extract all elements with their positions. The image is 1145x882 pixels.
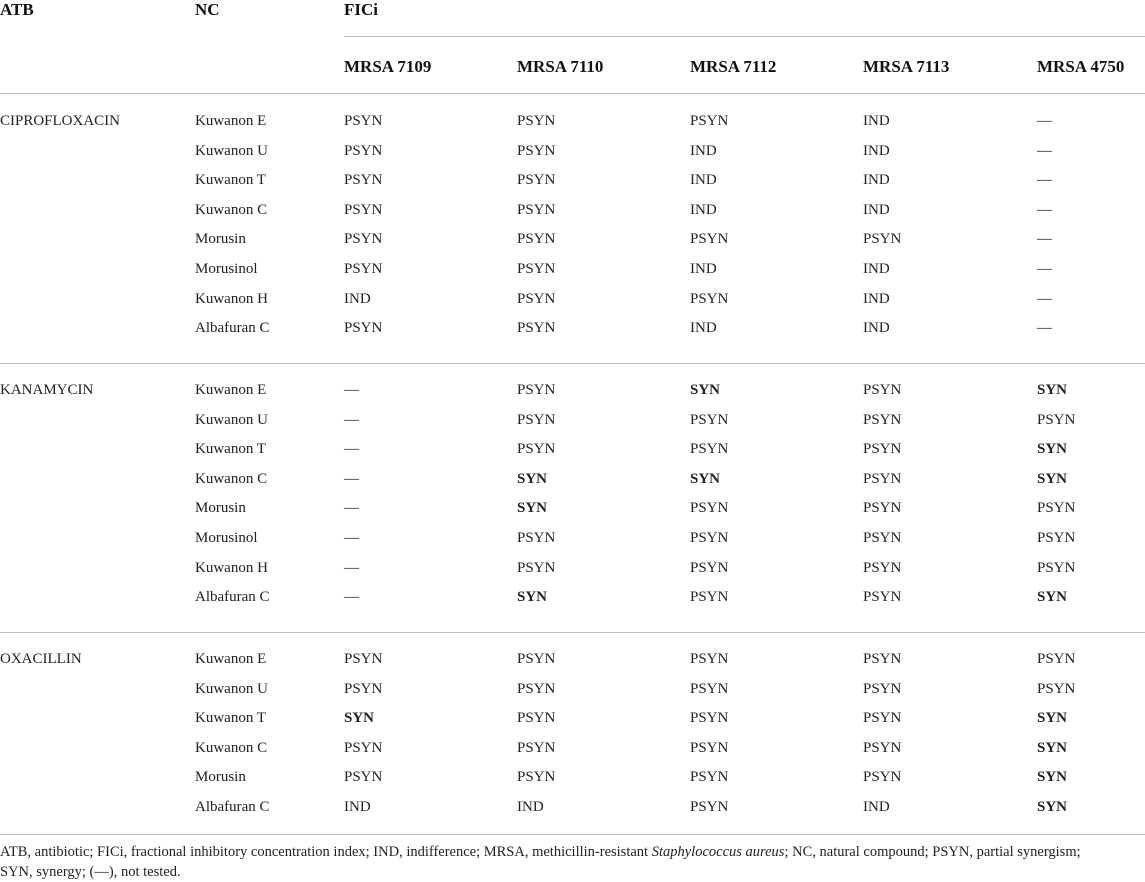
fici-cell: — — [1037, 202, 1052, 218]
header-bottom-rule — [0, 93, 1145, 94]
footnote-text-3: SYN, synergy; (—), not tested. — [0, 864, 181, 880]
fici-cell: PSYN — [344, 651, 383, 667]
table-footnote — [0, 842, 1145, 882]
fici-cell: PSYN — [690, 651, 729, 667]
fici-cell: IND — [863, 143, 890, 159]
fici-cell: PSYN — [344, 681, 383, 697]
fici-cell: — — [344, 530, 359, 546]
fici-cell: — — [344, 560, 359, 576]
compound-name: Kuwanon E — [195, 113, 267, 129]
header-strain-4750: MRSA 4750 — [1037, 57, 1125, 76]
compound-name: Kuwanon T — [195, 441, 266, 457]
fici-cell: PSYN — [517, 530, 556, 546]
fici-cell: PSYN — [344, 113, 383, 129]
compound-name: Kuwanon U — [195, 681, 268, 697]
fici-cell: PSYN — [517, 202, 556, 218]
compound-name: Kuwanon C — [195, 202, 268, 218]
fici-cell: — — [344, 589, 359, 605]
fici-cell: PSYN — [344, 740, 383, 756]
fici-cell: — — [1037, 143, 1052, 159]
fici-cell: IND — [863, 172, 890, 188]
fici-cell: PSYN — [863, 382, 902, 398]
compound-name: Kuwanon U — [195, 143, 268, 159]
fici-cell: PSYN — [690, 291, 729, 307]
fici-cell: IND — [863, 799, 890, 815]
fici-cell: SYN — [1037, 471, 1068, 487]
compound-name: Albafuran C — [195, 320, 270, 336]
fici-cell: PSYN — [517, 560, 556, 576]
fici-cell: PSYN — [690, 681, 729, 697]
fici-cell: PSYN — [517, 113, 556, 129]
fici-cell: PSYN — [863, 560, 902, 576]
compound-name: Morusinol — [195, 261, 258, 277]
fici-cell: PSYN — [517, 261, 556, 277]
antibiotic-label: CIPROFLOXACIN — [0, 113, 121, 129]
fici-cell: PSYN — [344, 769, 383, 785]
fici-cell: IND — [690, 202, 717, 218]
fici-cell: PSYN — [517, 710, 556, 726]
fici-cell: — — [344, 412, 359, 428]
compound-name: Kuwanon U — [195, 412, 268, 428]
fici-cell: PSYN — [690, 740, 729, 756]
fici-cell: PSYN — [517, 412, 556, 428]
fici-cell: IND — [517, 799, 544, 815]
fici-cell: — — [344, 500, 359, 516]
fici-cell: SYN — [1037, 769, 1068, 785]
compound-name: Kuwanon H — [195, 291, 268, 307]
fici-cell: SYN — [690, 382, 721, 398]
compound-name: Kuwanon E — [195, 651, 267, 667]
fici-cell: PSYN — [344, 143, 383, 159]
header-strain-7112: MRSA 7112 — [690, 57, 777, 76]
header-strain-7110: MRSA 7110 — [517, 57, 604, 76]
compound-name: Albafuran C — [195, 799, 270, 815]
fici-cell: PSYN — [690, 500, 729, 516]
fici-cell: PSYN — [863, 681, 902, 697]
compound-name: Kuwanon T — [195, 172, 266, 188]
fici-cell: PSYN — [863, 471, 902, 487]
fici-cell: PSYN — [690, 799, 729, 815]
footnote-text-2: ; NC, natural compound; PSYN, partial synergism; — [784, 844, 1081, 860]
group-divider — [0, 363, 1145, 364]
fici-cell: — — [1037, 172, 1052, 188]
fici-cell: PSYN — [344, 231, 383, 247]
fici-cell: PSYN — [517, 143, 556, 159]
header-nc: NC — [195, 0, 220, 19]
header-fici: FICi — [344, 0, 378, 19]
fici-cell: IND — [344, 799, 371, 815]
compound-name: Morusin — [195, 769, 246, 785]
fici-cell: SYN — [517, 500, 548, 516]
fici-cell: IND — [863, 202, 890, 218]
fici-cell: — — [344, 382, 359, 398]
fici-cell: PSYN — [863, 710, 902, 726]
fici-cell: IND — [863, 320, 890, 336]
fici-cell: PSYN — [517, 382, 556, 398]
antibiotic-label: OXACILLIN — [0, 651, 82, 667]
compound-name: Kuwanon E — [195, 382, 267, 398]
fici-cell: PSYN — [863, 589, 902, 605]
fici-cell: PSYN — [1037, 681, 1076, 697]
fici-cell: PSYN — [863, 231, 902, 247]
fici-cell: IND — [863, 113, 890, 129]
header-strain-7113: MRSA 7113 — [863, 57, 950, 76]
fici-cell: PSYN — [1037, 651, 1076, 667]
fici-cell: PSYN — [863, 500, 902, 516]
group-divider — [0, 834, 1145, 835]
fici-cell: PSYN — [517, 231, 556, 247]
compound-name: Morusinol — [195, 530, 258, 546]
fici-cell: — — [1037, 113, 1052, 129]
fici-cell: PSYN — [863, 769, 902, 785]
fici-cell: PSYN — [1037, 560, 1076, 576]
compound-name: Morusin — [195, 231, 246, 247]
compound-name: Albafuran C — [195, 589, 270, 605]
fici-cell: PSYN — [1037, 500, 1076, 516]
fici-cell: IND — [690, 320, 717, 336]
fici-cell: SYN — [1037, 799, 1068, 815]
fici-cell: SYN — [1037, 740, 1068, 756]
fici-cell: PSYN — [1037, 530, 1076, 546]
fici-cell: PSYN — [863, 412, 902, 428]
fici-cell: PSYN — [517, 320, 556, 336]
fici-cell: IND — [863, 291, 890, 307]
fici-cell: PSYN — [863, 651, 902, 667]
fici-cell: PSYN — [690, 589, 729, 605]
compound-name: Kuwanon T — [195, 710, 266, 726]
fici-cell: SYN — [1037, 382, 1068, 398]
group-divider — [0, 632, 1145, 633]
fici-cell: SYN — [344, 710, 375, 726]
fici-cell: PSYN — [690, 113, 729, 129]
compound-name: Kuwanon H — [195, 560, 268, 576]
compound-name: Morusin — [195, 500, 246, 516]
fici-cell: PSYN — [690, 441, 729, 457]
fici-cell: PSYN — [517, 441, 556, 457]
fici-underline — [344, 36, 1145, 37]
fici-cell: IND — [690, 143, 717, 159]
fici-cell: PSYN — [690, 231, 729, 247]
fici-cell: PSYN — [690, 530, 729, 546]
fici-cell: — — [344, 441, 359, 457]
fici-cell: PSYN — [863, 441, 902, 457]
fici-cell: PSYN — [863, 530, 902, 546]
fici-cell: SYN — [690, 471, 721, 487]
fici-cell: PSYN — [344, 261, 383, 277]
fici-cell: SYN — [517, 589, 548, 605]
footnote-text-1: ATB, antibiotic; FICi, fractional inhibitory concentration index; IND, indifference; MRSA, methicillin-resistant — [0, 844, 652, 860]
fici-cell: — — [1037, 291, 1052, 307]
fici-cell: PSYN — [517, 740, 556, 756]
compound-name: Kuwanon C — [195, 471, 268, 487]
header-atb: ATB — [0, 0, 34, 19]
footnote-species: Staphylococcus aureus — [651, 844, 785, 860]
fici-cell: — — [1037, 231, 1052, 247]
fici-cell: IND — [690, 261, 717, 277]
fici-cell: PSYN — [344, 202, 383, 218]
fici-cell: IND — [344, 291, 371, 307]
header-strain-7109: MRSA 7109 — [344, 57, 432, 76]
fici-cell: PSYN — [690, 560, 729, 576]
fici-cell: PSYN — [517, 291, 556, 307]
fici-cell: SYN — [1037, 710, 1068, 726]
fici-cell: PSYN — [690, 412, 729, 428]
fici-cell: — — [1037, 261, 1052, 277]
fici-cell: SYN — [1037, 441, 1068, 457]
fici-cell: PSYN — [517, 651, 556, 667]
compound-name: Kuwanon C — [195, 740, 268, 756]
fici-cell: — — [1037, 320, 1052, 336]
fici-cell: PSYN — [344, 172, 383, 188]
fici-cell: SYN — [1037, 589, 1068, 605]
fici-cell: — — [344, 471, 359, 487]
fici-cell: PSYN — [1037, 412, 1076, 428]
fici-cell: PSYN — [690, 769, 729, 785]
fici-cell: PSYN — [517, 681, 556, 697]
antibiotic-label: KANAMYCIN — [0, 382, 94, 398]
fici-cell: PSYN — [690, 710, 729, 726]
fici-cell: IND — [863, 261, 890, 277]
fici-cell: SYN — [517, 471, 548, 487]
fici-cell: PSYN — [517, 769, 556, 785]
fici-cell: PSYN — [517, 172, 556, 188]
fici-cell: IND — [690, 172, 717, 188]
fici-cell: PSYN — [344, 320, 383, 336]
fici-cell: PSYN — [863, 740, 902, 756]
